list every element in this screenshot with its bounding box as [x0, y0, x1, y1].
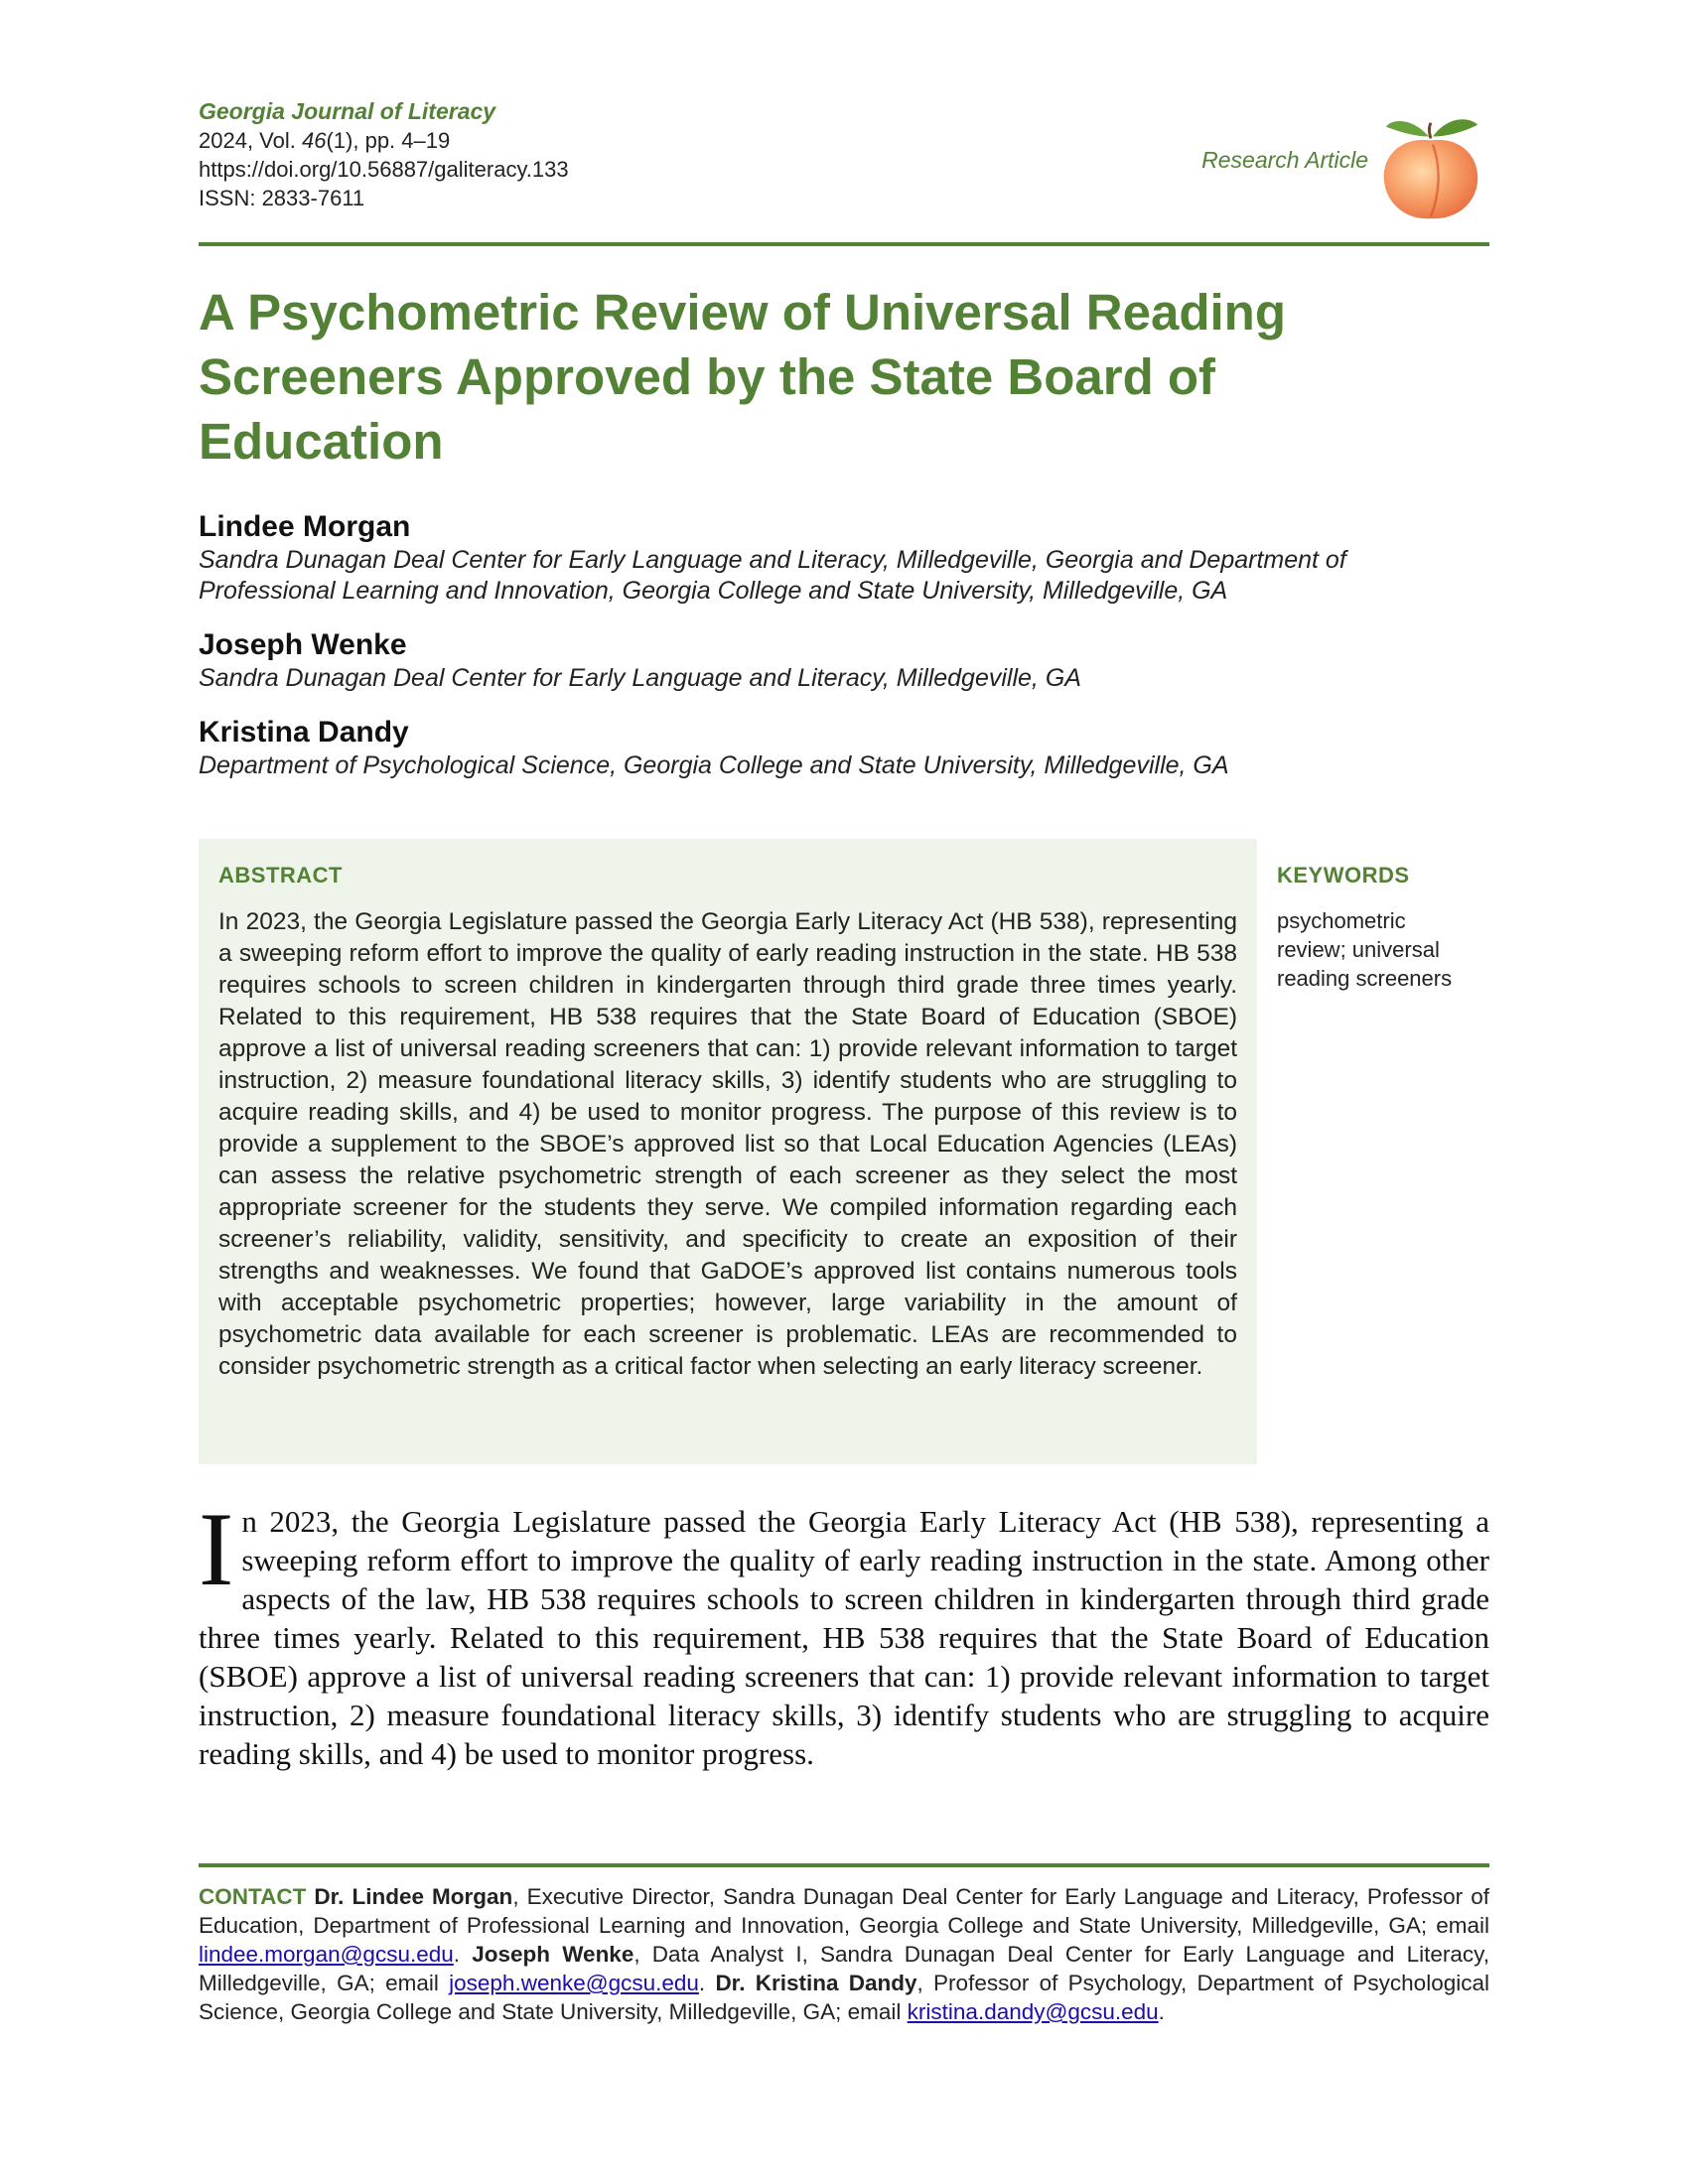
drop-cap: I [199, 1491, 234, 1607]
email-link[interactable]: kristina.dandy@gcsu.edu [907, 1999, 1159, 2024]
author-name: Joseph Wenke [199, 628, 407, 661]
author-name: Kristina Dandy [199, 716, 409, 749]
author-block [199, 509, 1489, 607]
abstract-box [199, 839, 1257, 1464]
intro-paragraph [199, 1491, 1489, 1773]
contact-author-name: Dr. Lindee Morgan [314, 1884, 513, 1909]
author-affiliation: Sandra Dunagan Deal Center for Early Language and Literacy, Milledgeville, Georgia and Department of Professional Learning and Innovation, Georgia College and State University, Milledgeville, GA [199, 546, 1346, 605]
author-name: Lindee Morgan [199, 510, 411, 543]
contact-label: CONTACT [199, 1884, 307, 1909]
peach-icon [1372, 107, 1489, 224]
citation: 2024, Vol. 46(1), pp. 4–19 [199, 128, 451, 153]
author-affiliation: Sandra Dunagan Deal Center for Early Language and Literacy, Milledgeville, GA [199, 664, 1081, 692]
volume-number: 46 [301, 128, 327, 153]
article-title: A Psychometric Review of Universal Reading Screeners Approved by the State Board of Education [199, 284, 1286, 470]
footer-rule [199, 1863, 1489, 1867]
author-block [199, 715, 1489, 781]
email-link[interactable]: lindee.morgan@gcsu.edu [199, 1942, 454, 1967]
contact-author-name: Dr. Kristina Dandy [715, 1971, 917, 1995]
contact-author-name: Joseph Wenke [472, 1942, 634, 1967]
article-type-label: Research Article [1201, 147, 1368, 173]
email-link[interactable]: joseph.wenke@gcsu.edu [449, 1971, 699, 1995]
keywords-text: psychometric review; universal reading screeners [1277, 908, 1453, 991]
issn: ISSN: 2833-7611 [199, 186, 365, 210]
abstract-text: In 2023, the Georgia Legislature passed the Georgia Early Literacy Act (HB 538), representing a sweeping reform effort to improve the quality of early reading instruction in the state. HB 538 requires schools to screen children in kindergarten through third grade three times yearly. Related to this requirement, HB 538 requires that the State Board of Education (SBOE) approve a list of universal reading screeners that can: 1) provide relevant information to target instruction, 2) measure foundational literacy skills, 3) identify students who are struggling to acquire reading skills, and 4) be used to monitor progress. The purpose of this review is to provide a supplement to the SBOE’s approved list so that Local Education Agencies (LEAs) can assess the relative psychometric strength of each screener as they select the most appropriate screener for the students they serve. We compiled information regarding each screener’s reliability, validity, sensitivity, and specificity to create an exposition of their strengths and weaknesses. We found that GaDOE’s approved list contains numerous tools with acceptable psychometric properties; however, large variability in the amount of psychometric data available for each screener is problematic. LEAs are recommended to consider psychometric strength as a critical factor when selecting an early literacy screener. [218, 908, 1237, 1380]
intro-text: n 2023, the Georgia Legislature passed the Georgia Early Literacy Act (HB 538), representing a sweeping reform effort to improve the quality of early reading instruction in the state. Among other aspects of the law, HB 538 requires schools to screen children in kindergarten through third grade three times yearly. Related to this requirement, HB 538 requires that the State Board of Education (SBOE) approve a list of universal reading screeners that can: 1) provide relevant information to target instruction, 2) measure foundational literacy skills, 3) identify students who are struggling to acquire reading skills, and 4) be used to monitor progress. [199, 1504, 1489, 1771]
author-block [199, 627, 1489, 694]
author-affiliation: Department of Psychological Science, Georgia College and State University, Milledgeville, GA [199, 751, 1229, 779]
doi-link[interactable]: https://doi.org/10.56887/galiteracy.133 [199, 157, 569, 182]
header-rule [199, 242, 1489, 246]
journal-header [199, 97, 1489, 226]
journal-name: Georgia Journal of Literacy [199, 98, 496, 124]
contact-footnote: CONTACT Dr. Lindee Morgan, Executive Director, Sandra Dunagan Deal Center for Early Language and Literacy, Professor of Education, Department of Professional Learning and Innovation, Georgia College and State University, Milledgeville, GA; email lindee.morgan@gcsu.edu. Joseph Wenke, Data Analyst I, Sandra Dunagan Deal Center for Early Language and Literacy, Milledgeville, GA; email joseph.wenke@gcsu.edu. Dr. Kristina Dandy, Professor of Psychology, Department of Psychological Science, Georgia College and State University, Milledgeville, GA; email kristina.dandy@gcsu.edu. [199, 1884, 1489, 2024]
abstract-heading: ABSTRACT [218, 863, 343, 887]
keywords-heading: KEYWORDS [1277, 863, 1410, 887]
